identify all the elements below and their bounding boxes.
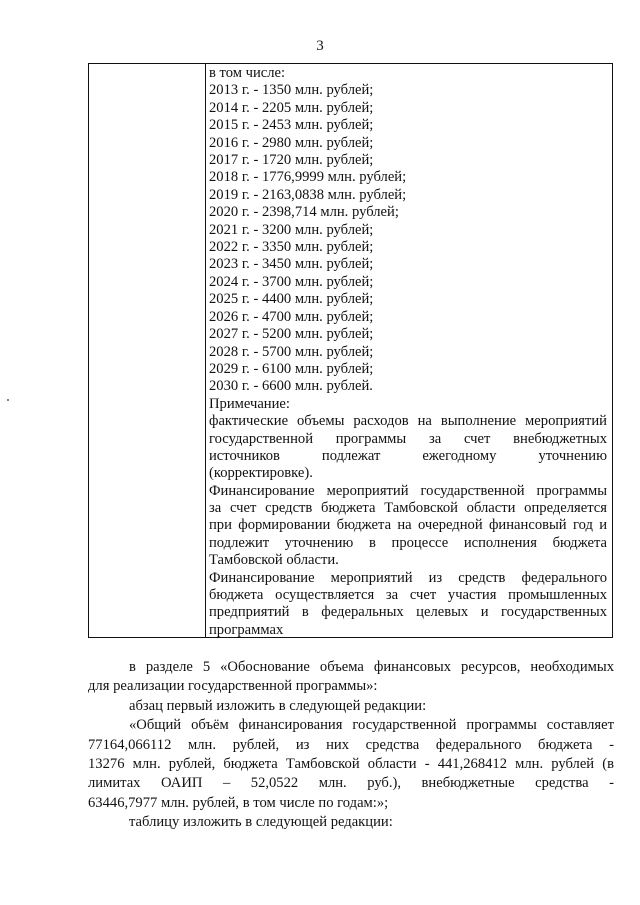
note-line: предприятий в федеральных целевых и государственных xyxy=(209,604,607,621)
note-line: государственной программы за счет внебюджетных xyxy=(209,430,607,447)
year-funding-item: 2026 г. - 4700 млн. рублей; xyxy=(209,308,374,325)
quoted-paragraph-line: 13276 млн. рублей, бюджета Тамбовской области - 441,268412 млн. рублей (в xyxy=(88,755,614,772)
year-funding-item: 2024 г. - 3700 млн. рублей; xyxy=(209,273,374,290)
note-line: Финансирование мероприятий из средств федерального xyxy=(209,569,607,586)
yearly-funding-list xyxy=(209,82,607,395)
year-funding-item: 2029 г. - 6100 млн. рублей; xyxy=(209,360,374,377)
table-instruction: таблицу изложить в следующей редакции: xyxy=(129,814,393,831)
funding-intro: в том числе: xyxy=(209,65,286,81)
year-funding-item: 2021 г. - 3200 млн. рублей; xyxy=(209,221,374,238)
note-line: подлежит уточнению в процессе исполнения бюджета xyxy=(209,534,607,551)
note-line: при формировании бюджета на очередной финансовый год и xyxy=(209,517,607,534)
note-paragraph-1 xyxy=(209,413,607,483)
year-funding-item: 2020 г. - 2398,714 млн. рублей; xyxy=(209,204,399,221)
year-funding-item: 2028 г. - 5700 млн. рублей; xyxy=(209,343,374,360)
section-reference-line: для реализации государственной программы»: xyxy=(88,678,378,695)
year-funding-item: 2019 г. - 2163,0838 млн. рублей; xyxy=(209,186,407,203)
section-reference-line: в разделе 5 «Обоснование объема финансовых ресурсов, необходимых xyxy=(129,659,614,675)
year-funding-item: 2015 г. - 2453 млн. рублей; xyxy=(209,117,374,134)
note-line: программах xyxy=(209,621,284,638)
note-line: источников подлежат ежегодному уточнению xyxy=(209,447,607,464)
year-funding-item: 2017 г. - 1720 млн. рублей; xyxy=(209,152,374,169)
passport-table xyxy=(88,63,613,638)
page-number: 3 xyxy=(316,38,324,54)
note-paragraph-3 xyxy=(209,570,607,640)
year-funding-item: 2014 г. - 2205 млн. рублей; xyxy=(209,99,374,116)
quoted-paragraph-line: лимитах ОАИП – 52,0522 млн. руб.), внебюджетные средства - xyxy=(88,775,614,792)
year-funding-item: 2022 г. - 3350 млн. рублей; xyxy=(209,239,374,256)
table-column-divider xyxy=(205,64,206,637)
note-line: Тамбовской области. xyxy=(209,552,339,569)
note-line: бюджета осуществляется за счет участия промышленных xyxy=(209,587,607,604)
year-funding-item: 2027 г. - 5200 млн. рублей; xyxy=(209,326,374,343)
year-funding-item: 2018 г. - 1776,9999 млн. рублей; xyxy=(209,169,407,186)
note-line: (корректировке). xyxy=(209,465,313,482)
body-text xyxy=(88,658,614,833)
paragraph-instruction: абзац первый изложить в следующей редакции: xyxy=(129,697,427,714)
note-line: фактические объемы расходов на выполнение мероприятий xyxy=(209,413,607,430)
quoted-paragraph-line: 77164,066112 млн. рублей, из них средства федерального бюджета - xyxy=(88,736,614,753)
year-funding-item: 2030 г. - 6600 млн. рублей. xyxy=(209,378,373,395)
year-funding-item: 2023 г. - 3450 млн. рублей; xyxy=(209,256,374,273)
note-heading: Примечание: xyxy=(209,395,290,412)
quoted-paragraph-line: «Общий объём финансирования государственной программы составляет xyxy=(129,717,614,734)
funding-cell xyxy=(209,65,607,639)
year-funding-item: 2013 г. - 1350 млн. рублей; xyxy=(209,82,374,99)
year-funding-item: 2025 г. - 4400 млн. рублей; xyxy=(209,291,374,308)
year-funding-item: 2016 г. - 2980 млн. рублей; xyxy=(209,134,374,151)
note-paragraph-2 xyxy=(209,483,607,570)
quoted-paragraph-line: 63446,7977 млн. рублей, в том числе по годам:»; xyxy=(88,794,389,811)
note-line: за счет средств бюджета Тамбовской области определяется xyxy=(209,500,607,517)
margin-mark xyxy=(7,399,9,401)
note-line: Финансирование мероприятий государственной программы xyxy=(209,482,607,499)
